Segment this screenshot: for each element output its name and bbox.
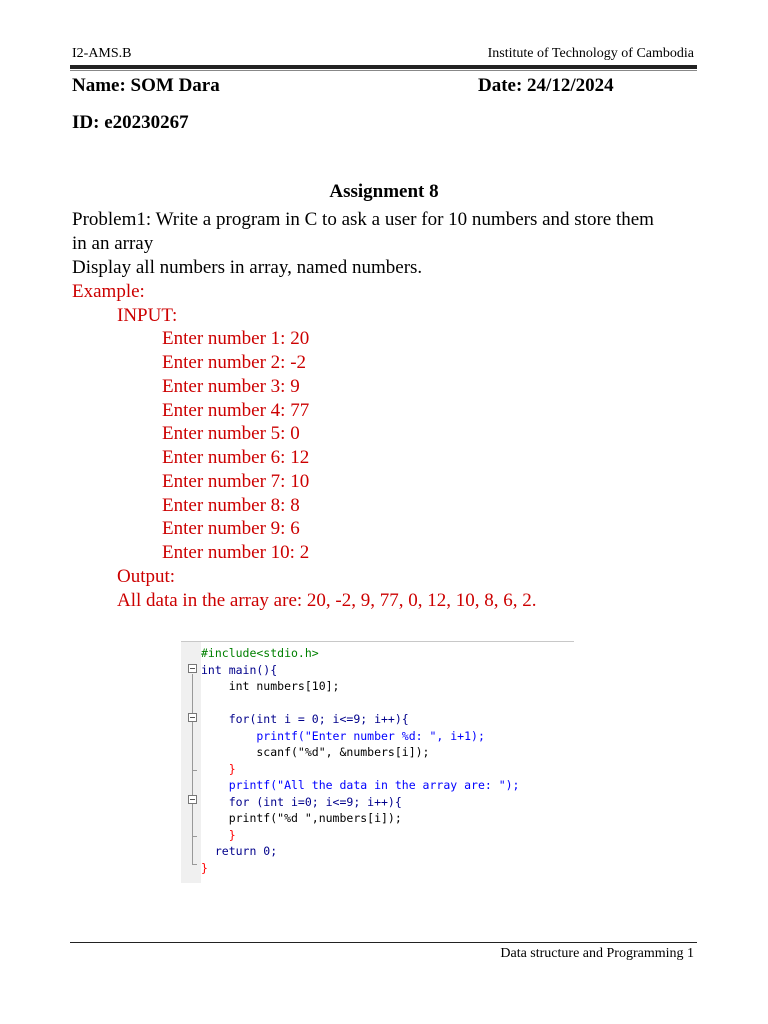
code-line: } [201, 861, 208, 875]
code-text: #include<stdio.h> [201, 646, 319, 660]
input-line: Enter number 9: 6 [162, 518, 300, 539]
input-line: Enter number 7: 10 [162, 471, 310, 492]
input-label: INPUT: [117, 305, 178, 326]
input-line: Enter number 10: 2 [162, 542, 310, 563]
example-label: Example: [72, 281, 145, 302]
code-gutter [181, 642, 201, 883]
student-name: Name: SOM Dara [72, 75, 220, 96]
input-line: Enter number 2: -2 [162, 352, 307, 373]
output-text: All data in the array are: 20, -2, 9, 77, 0, 12, 10, 8, 6, 2. [117, 590, 537, 611]
input-line: Enter number 5: 0 [162, 423, 300, 444]
code-line: } [201, 828, 236, 842]
input-line: Enter number 4: 77 [162, 400, 310, 421]
submission-date: Date: 24/12/2024 [478, 75, 614, 96]
problem-line-2: in an array [72, 233, 154, 254]
header-rule [70, 65, 697, 69]
code-line [201, 777, 520, 793]
fold-end-tick [192, 770, 197, 771]
code-line: printf("%d ",numbers[i]); [201, 811, 402, 825]
input-line: Enter number 6: 12 [162, 447, 310, 468]
fold-toggle-icon [188, 664, 197, 673]
code-line: scanf("%d", &numbers[i]); [201, 745, 430, 759]
input-line: Enter number 1: 20 [162, 328, 310, 349]
code-line [201, 728, 485, 744]
footer-rule [70, 942, 697, 943]
fold-end-tick [192, 836, 197, 837]
code-text: int main(){ [201, 663, 278, 677]
header-rule-thin [70, 70, 697, 71]
student-id: ID: e20230267 [72, 112, 189, 133]
input-line: Enter number 3: 9 [162, 376, 300, 397]
assignment-title: Assignment 8 [329, 181, 439, 202]
code-screenshot [181, 641, 574, 883]
code-line: int numbers[10]; [201, 679, 340, 693]
code-text: printf("Enter number %d: ", i+1); [201, 729, 485, 743]
code-line: return 0; [201, 844, 278, 858]
code-line [201, 645, 319, 661]
code-text: printf("All the data in the array are: "); [201, 778, 520, 792]
fold-toggle-icon [188, 713, 197, 722]
code-line [201, 662, 277, 678]
fold-end-tick [192, 864, 197, 865]
problem-line-1: Problem1: Write a program in C to ask a user for 10 numbers and store them [72, 209, 654, 230]
header-course: I2-AMS.B [72, 46, 132, 61]
code-line: for (int i=0; i<=9; i++){ [201, 795, 402, 809]
header-institute: Institute of Technology of Cambodia [487, 46, 694, 61]
code-line: } [201, 762, 236, 776]
input-line: Enter number 8: 8 [162, 495, 300, 516]
problem-line-3: Display all numbers in array, named numbers. [72, 257, 423, 278]
fold-toggle-icon [188, 795, 197, 804]
code-line: for(int i = 0; i<=9; i++){ [201, 712, 409, 726]
footer-course-name: Data structure and Programming 1 [500, 946, 694, 961]
output-label: Output: [117, 566, 176, 587]
